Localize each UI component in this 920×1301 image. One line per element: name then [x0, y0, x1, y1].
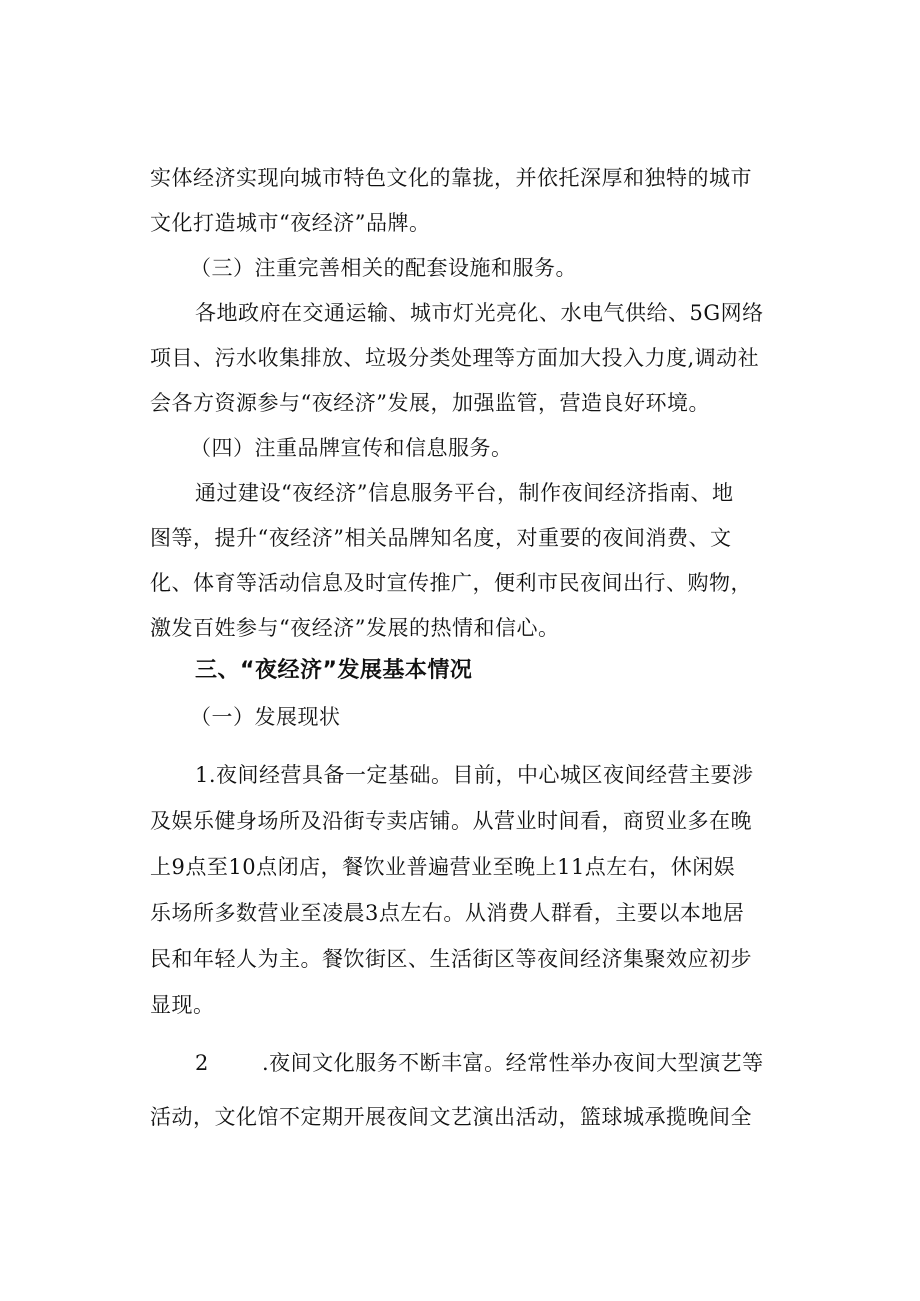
- text: 实体经济实现向城市特色文化的靠拢，并依托深厚和独特的城市: [150, 166, 752, 190]
- text: .夜间文化服务不断丰富。经常性举办夜间大型演艺等: [262, 1051, 764, 1075]
- text: 会各方资源参与“夜经济”发展，加强监管，营造良好环境。: [150, 391, 710, 415]
- item-number: 2: [195, 1051, 209, 1075]
- text: 1.夜间经营具备一定基础。目前，中心城区夜间经营主要涉: [195, 763, 754, 787]
- text: 化、体育等活动信息及时宣传推广，便利市民夜间出行、购物，: [150, 571, 752, 595]
- text: 项目、污水收集排放、垃圾分类处理等方面加大投入力度,调动社: [150, 346, 760, 370]
- text: 上9点至10点闭店，餐饮业普遍营业至晚上11点左右，休闲娱: [150, 855, 736, 879]
- text: 及娱乐健身场所及沿街专卖店铺。从营业时间看，商贸业多在晚: [150, 809, 752, 833]
- text: 激发百姓参与“夜经济”发展的热情和信心。: [150, 616, 560, 640]
- text: 活动，文化馆不定期开展夜间文艺演出活动，篮球城承揽晚间全: [150, 1105, 752, 1129]
- text: 乐场所多数营业至凌晨3点左右。从消费人群看，主要以本地居: [150, 901, 745, 925]
- text: 显现。: [150, 993, 215, 1017]
- text: 文化打造城市“夜经济”品牌。: [150, 211, 431, 235]
- text: （三）注重完善相关的配套设施和服务。: [190, 256, 577, 280]
- text: （一）发展现状: [190, 705, 341, 729]
- text: （四）注重品牌宣传和信息服务。: [190, 436, 513, 460]
- text: 通过建设“夜经济”信息服务平台，制作夜间经济指南、地: [195, 481, 734, 505]
- text: 民和年轻人为主。餐饮街区、生活街区等夜间经济集聚效应初步: [150, 947, 752, 971]
- text: 三、“夜经济”发展基本情况: [195, 658, 473, 683]
- text: 图等，提升“夜经济”相关品牌知名度，对重要的夜间消费、文: [150, 526, 732, 550]
- text: 各地政府在交通运输、城市灯光亮化、水电气供给、5G网络: [195, 301, 764, 325]
